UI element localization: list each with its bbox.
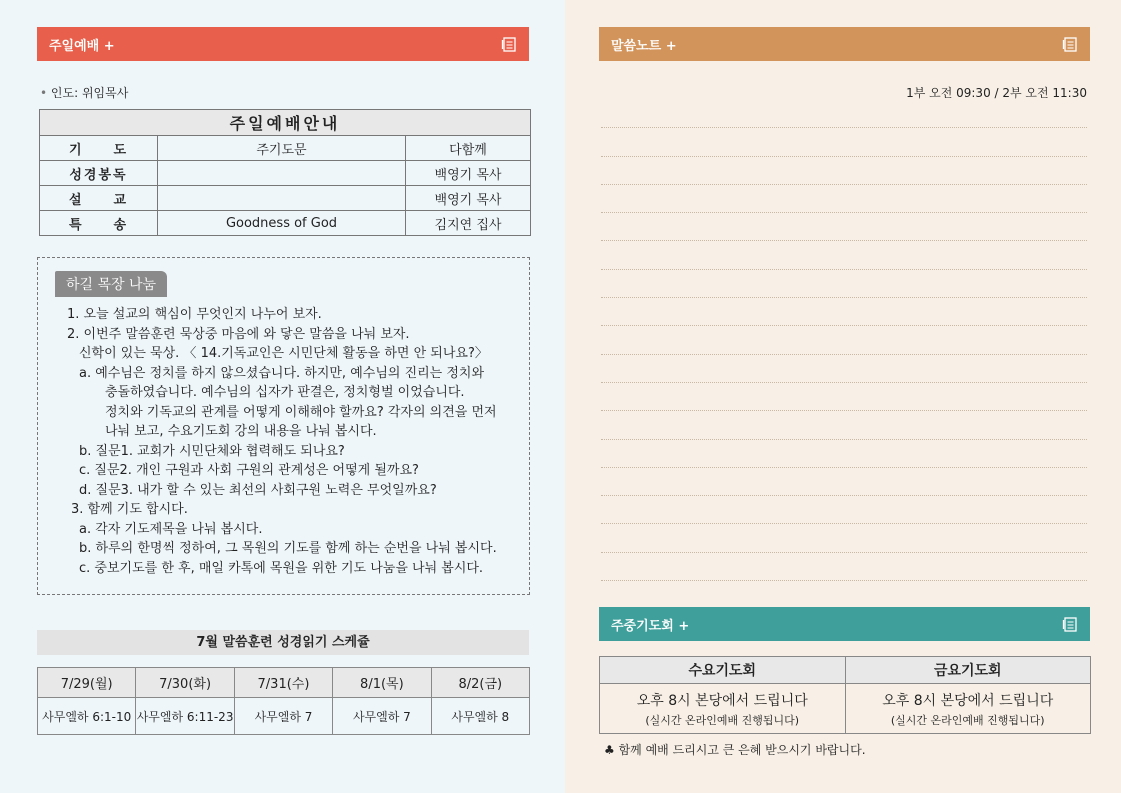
list-item: 1. 오늘 설교의 핵심이 무엇인지 나누어 보자. [67,307,322,322]
note-line[interactable] [601,496,1087,524]
note-line[interactable] [601,128,1087,156]
prayer-column-header: 금요기도회 [845,657,1091,684]
table-header-row [600,657,1091,684]
list-item: a. 각자 기도제목을 나눠 봅시다. [79,521,263,537]
prayer-cell [600,684,846,734]
note-line[interactable] [601,241,1087,269]
order-person: 다함께 [406,136,531,161]
note-line[interactable] [601,100,1087,128]
table-row [600,684,1091,734]
list-item: c. 중보기도를 한 후, 매일 카톡에 목원을 위한 기도 나눔을 나눠 봅시다. [79,560,484,576]
order-content [158,186,406,211]
list-item: b. 질문1. 교회가 시민단체와 협력해도 되나요? [79,443,345,459]
schedule-reading: 사무엘하 6:11-23 [136,698,234,735]
list-item: b. 하루의 한명씩 정하여, 그 목원의 기도를 함께 하는 순번을 나눠 봅시다. [79,541,497,556]
worship-leader-text: 인도: 위임목사 [50,86,129,100]
notes-icon[interactable] [1062,616,1078,632]
reading-schedule-table [37,667,530,735]
list-item: 3. 함께 기도 합시다. [71,502,188,517]
schedule-day: 8/1(목) [333,668,431,698]
schedule-day: 7/30(화) [136,668,234,698]
note-line[interactable] [601,383,1087,411]
table-row [38,698,530,735]
sunday-worship-header-label: 주일예배 + [49,38,115,54]
schedule-reading: 사무엘하 7 [234,698,332,735]
schedule-day: 8/2(금) [431,668,529,698]
blessing-footnote: ♣ 함께 예배 드리시고 큰 은혜 받으시기 바랍니다. [604,743,866,757]
list-item: d. 질문3. 내가 할 수 있는 최선의 사회구원 노력은 무엇일까요? [79,482,437,498]
note-line[interactable] [601,298,1087,326]
schedule-reading: 사무엘하 8 [431,698,529,735]
note-line[interactable] [601,468,1087,496]
order-person: 백영기 목사 [406,161,531,186]
sermon-note-header-label: 말씀노트 + [611,38,677,54]
midweek-prayer-header-label: 주중기도회 + [611,618,690,634]
schedule-day: 7/29(월) [38,668,136,698]
list-item: 충돌하였습니다. 예수님의 십자가 판결은, 정치형벌 이었습니다. [105,385,465,400]
list-item: a. 예수님은 정치를 하지 않으셨습니다. 하지만, 예수님의 진리는 정치와 [79,365,485,381]
schedule-reading: 사무엘하 6:1-10 [38,698,136,735]
table-row [40,136,531,161]
note-line[interactable] [601,355,1087,383]
order-person: 백영기 목사 [406,186,531,211]
note-line[interactable] [601,411,1087,439]
worship-times: 1부 오전 09:30 / 2부 오전 11:30 [906,86,1087,100]
order-label: 설 교 [40,186,158,211]
prayer-time-text: 오후 8시 본당에서 드립니다 [636,692,808,709]
note-line[interactable] [601,553,1087,581]
table-header-row [38,668,530,698]
note-line[interactable] [601,270,1087,298]
cell-sharing-tag: 하길 목장 나눔 [55,271,167,297]
list-item: 2. 이번주 말씀훈련 묵상중 마음에 와 닿은 말씀을 나눠 보자. [67,326,410,342]
cell-sharing-box [37,257,530,595]
worship-leader [40,84,128,101]
order-person: 김지연 집사 [406,211,531,236]
reading-schedule-title: 7월 말씀훈련 성경읽기 스케쥴 [37,630,529,655]
notes-icon[interactable] [1062,36,1078,52]
order-label: 기 도 [40,136,158,161]
prayer-cell [845,684,1091,734]
worship-order-title: 주일예배안내 [40,110,531,136]
prayer-meeting-table [599,656,1091,734]
sermon-note-lines[interactable] [601,100,1087,581]
list-item: c. 질문2. 개인 구원과 사회 구원의 관계성은 어떻게 될까요? [79,463,419,478]
note-line[interactable] [601,157,1087,185]
bullet-icon: • [40,86,48,100]
prayer-time-text: 오후 8시 본당에서 드립니다 [882,692,1054,709]
sunday-worship-header[interactable] [37,27,529,61]
schedule-day: 7/31(수) [234,668,332,698]
order-content [158,161,406,186]
order-label: 특 송 [40,211,158,236]
sharing-list [67,305,497,578]
order-label: 성경봉독 [40,161,158,186]
prayer-online-note: (실시간 온라인예배 진행됩니다) [645,713,800,727]
note-line[interactable] [601,440,1087,468]
schedule-reading: 사무엘하 7 [333,698,431,735]
list-item: 정치와 기독교의 관계를 어떻게 이해해야 할까요? 각자의 의견을 먼저 [105,404,497,420]
table-row [40,161,531,186]
order-content: Goodness of God [158,211,406,236]
table-row [40,211,531,236]
prayer-column-header: 수요기도회 [600,657,846,684]
prayer-online-note: (실시간 온라인예배 진행됩니다) [890,713,1045,727]
note-line[interactable] [601,185,1087,213]
order-content: 주기도문 [158,136,406,161]
note-line[interactable] [601,524,1087,552]
worship-order-table [39,109,531,236]
note-line[interactable] [601,326,1087,354]
midweek-prayer-header[interactable] [599,607,1090,641]
notes-icon[interactable] [501,36,517,52]
table-row [40,186,531,211]
list-item: 나눠 보고, 수요기도회 강의 내용을 나눠 봅시다. [105,424,377,439]
sermon-note-header[interactable] [599,27,1090,61]
note-line[interactable] [601,213,1087,241]
list-item: 신학이 있는 묵상. 〈 14.기독교인은 시민단체 활동을 하면 안 되나요?〉 [79,346,488,361]
